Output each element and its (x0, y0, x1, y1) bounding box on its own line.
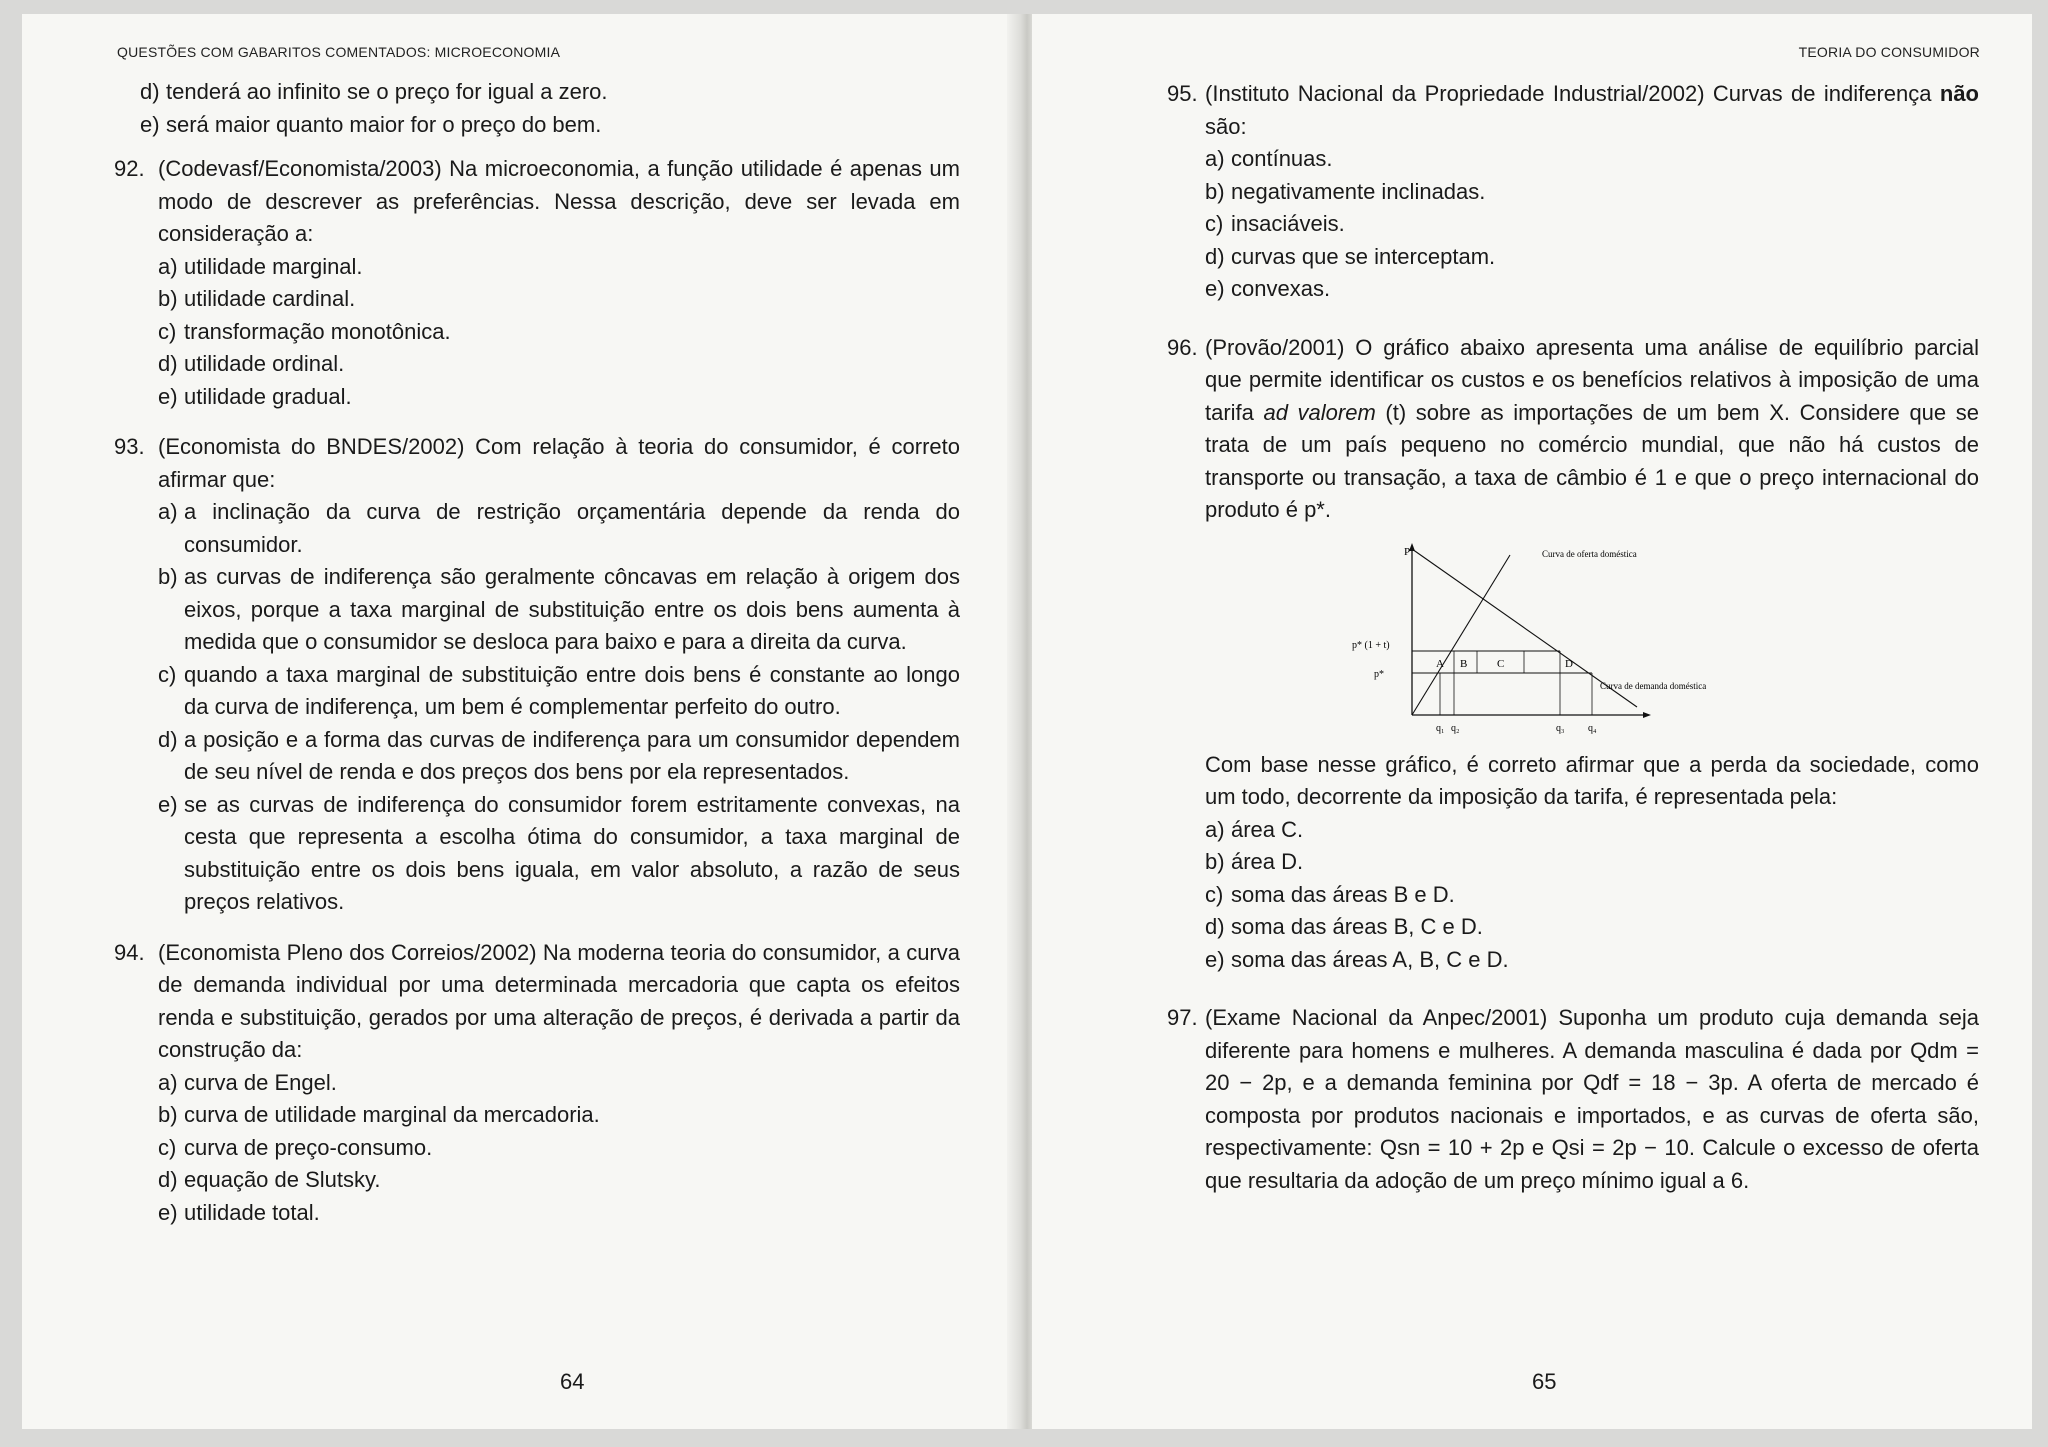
option-c: c) curva de preço-consumo. (158, 1134, 433, 1160)
emphasis: não (1939, 81, 1979, 106)
left-page-number: 64 (560, 1369, 585, 1394)
option-b: b) curva de utilidade marginal da mercadoria. (158, 1102, 600, 1127)
question-number: 92. (114, 156, 145, 181)
option-d: d) curvas que se interceptam. (1205, 243, 1496, 269)
option-a: a) a inclinação da curva de restrição orçamentária depende da renda do consumidor. (158, 499, 960, 557)
option-c: c) quando a taxa marginal de substituição entre dois bens é constante ao longo da curva de indiferença, um bem é complementar perfeito do outro. (158, 661, 960, 719)
question-94 (114, 937, 960, 1230)
q1-label: q₁ (1436, 722, 1445, 734)
q2-label: q₂ (1451, 722, 1460, 734)
book-spread (22, 14, 2032, 1429)
option-d: d) tenderá ao infinito se o preço for igual a zero. (140, 79, 608, 104)
price-label-tariff: p* (1 + t) (1352, 639, 1390, 651)
question-number: 95. (1167, 81, 1198, 106)
area-c-label: C (1497, 657, 1505, 670)
option-a: a) utilidade marginal. (158, 253, 363, 279)
question-text: (Provão/2001) O gráfico abaixo apresenta uma análise de equilíbrio parcial que permite identificar os custos e os benefícios relativos à imposição de uma tarifa ad valorem (t) sobre as importações de um bem X. Considere que se trata de um país pequeno no comércio mundial, que não há custos de transporte ou transação, a taxa de câmbio é 1 e que o preço internacional do produto é p*. (1205, 334, 1979, 522)
supply-curve (1412, 555, 1510, 715)
area-a-label: A (1436, 657, 1444, 670)
option-c: c) soma das áreas B e D. (1205, 881, 1455, 907)
left-running-head: QUESTÕES COM GABARITOS COMENTADOS: MICROECONOMIA (117, 44, 561, 60)
price-label-world: p* (1374, 668, 1384, 680)
left-column (114, 76, 960, 1247)
question-text: (Codevasf/Economista/2003) Na microeconomia, a função utilidade é apenas um modo de descrever as preferências. Nessa descrição, deve ser levada em consideração a: (158, 156, 960, 246)
q3-label: q₃ (1556, 722, 1565, 734)
option-e: e) utilidade total. (158, 1199, 320, 1225)
option-d: d) a posição e a forma das curvas de indiferença para um consumidor dependem de seu nível de renda e dos preços dos bens por ela representados. (158, 726, 960, 784)
option-c: c) insaciáveis. (1205, 211, 1345, 236)
question-92 (114, 153, 960, 413)
right-page-number: 65 (1532, 1369, 1557, 1394)
option-e: e) será maior quanto maior for o preço do bem. (140, 111, 602, 137)
option-a: a) área C. (1205, 816, 1304, 842)
supply-label: Curva de oferta doméstica (1542, 548, 1637, 559)
option-b: b) negativamente inclinadas. (1205, 178, 1486, 204)
right-column (1167, 78, 1979, 1215)
option-e: e) soma das áreas A, B, C e D. (1205, 946, 1509, 972)
option-a: a) contínuas. (1205, 146, 1333, 171)
option-b: b) área D. (1205, 849, 1304, 874)
option-d: d) soma das áreas B, C e D. (1205, 914, 1483, 939)
y-axis-label: P (1404, 545, 1411, 558)
right-running-head: TEORIA DO CONSUMIDOR (1798, 44, 1980, 60)
option-e: e) se as curvas de indiferença do consumidor forem estritamente convexas, na cesta que representa a escolha ótima do consumidor, a taxa marginal de substituição entre os dois bens iguala, em valor absoluto, a razão de seus preços relativos. (158, 791, 960, 914)
option-d: d) utilidade ordinal. (158, 351, 345, 376)
question-95 (1167, 78, 1979, 306)
question-number: 93. (114, 434, 145, 459)
question-96 (1167, 332, 1979, 977)
option-c: c) transformação monotônica. (158, 318, 451, 344)
question-followup: Com base nesse gráfico, é correto afirmar que a perda da sociedade, como um todo, decorrente da imposição da tarifa, é representada pela: (1205, 751, 1979, 809)
question-number: 94. (114, 939, 145, 965)
option-e: e) convexas. (1205, 276, 1331, 301)
question-number: 96. (1167, 334, 1198, 360)
area-d-label: D (1565, 657, 1573, 670)
question-text: (Exame Nacional da Anpec/2001) Suponha um produto cuja demanda seja diferente para homens e mulheres. A demanda masculina é dada por Qdm = 20 − 2p, e a demanda feminina por Qdf = 18 − 3p. A oferta de mercado é composta por produtos nacionais e importados, e as curvas de oferta são, respectivamente: Qsn = 10 + 2p e Qsi = 2p − 10. Calcule o excesso de oferta que resultaria da adoção de um preço mínimo igual a 6. (1205, 1005, 1979, 1193)
right-page (1032, 14, 2032, 1429)
italic-term: ad valorem (1263, 399, 1376, 425)
question-93 (114, 431, 960, 919)
tariff-diagram (1352, 537, 1707, 737)
option-b: b) as curvas de indiferença são geralmente côncavas em relação à origem dos eixos, porque a taxa marginal de substituição entre os dois bens aumenta à medida que o consumidor se desloca para baixo e para a direita da curva. (158, 564, 960, 654)
question-text: (Economista Pleno dos Correios/2002) Na moderna teoria do consumidor, a curva de demanda individual por uma determinada mercadoria que capta os efeitos renda e substituição, gerados por uma alteração de preços, é derivada a partir da construção da: (158, 939, 960, 1062)
option-d: d) equação de Slutsky. (158, 1167, 381, 1192)
option-b: b) utilidade cardinal. (158, 286, 356, 311)
tariff-diagram-svg (1352, 537, 1707, 737)
x-axis-arrow (1643, 712, 1651, 718)
q4-label: q₄ (1588, 722, 1597, 734)
question-97 (1167, 1002, 1979, 1197)
question-text: (Economista do BNDES/2002) Com relação à teoria do consumidor, é correto afirmar que: (158, 434, 960, 492)
option-e: e) utilidade gradual. (158, 383, 352, 409)
left-page (22, 14, 1022, 1429)
demand-label: Curva de demanda doméstica (1600, 680, 1707, 691)
question-number: 97. (1167, 1005, 1198, 1030)
carryover-options (140, 76, 960, 141)
question-text: (Instituto Nacional da Propriedade Industrial/2002) Curvas de indiferença não são: (1205, 81, 1979, 139)
area-b-label: B (1460, 657, 1468, 670)
option-a: a) curva de Engel. (158, 1069, 337, 1095)
